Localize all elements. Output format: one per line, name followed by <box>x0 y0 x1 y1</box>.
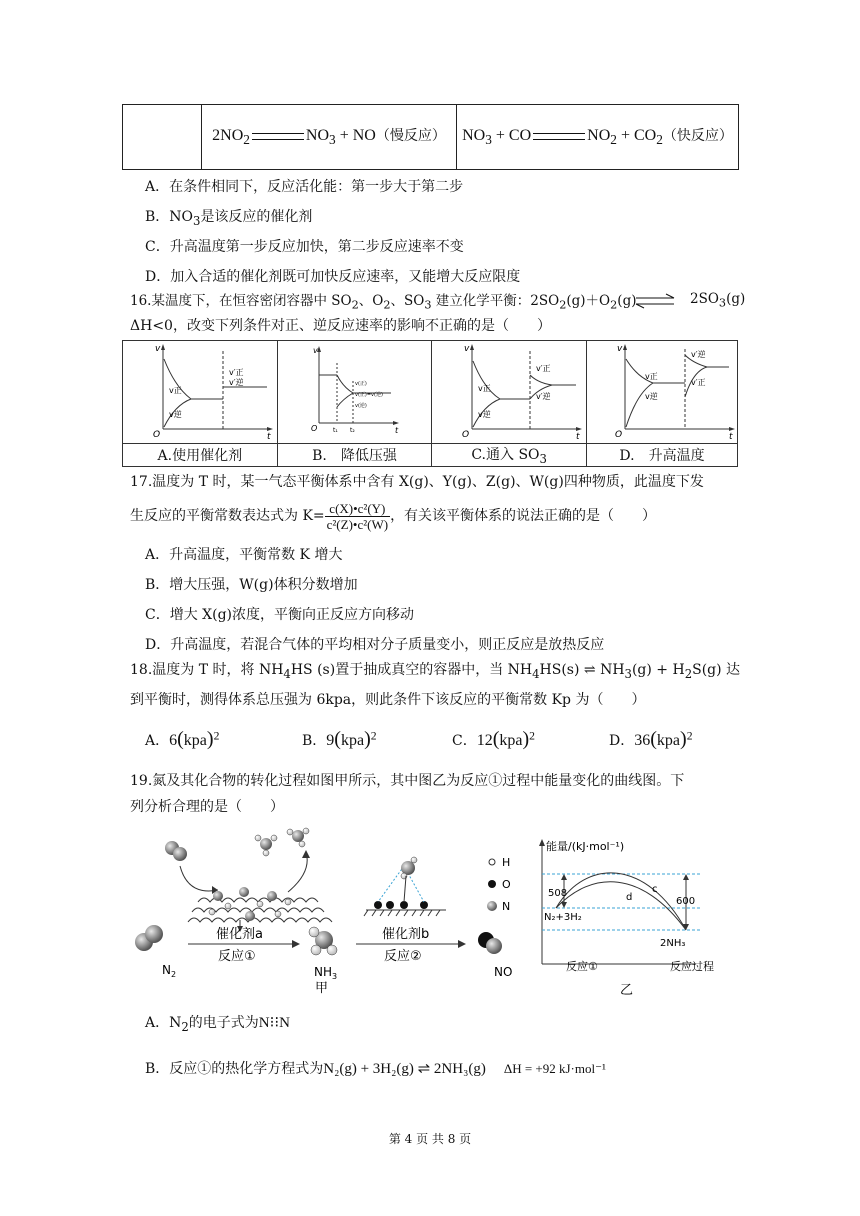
delta-h: ΔH = +92 kJ·mol⁻¹ <box>503 1061 606 1076</box>
q16-caption-a: A.使用催化剂 <box>123 444 278 467</box>
value-508: 508 <box>548 888 568 899</box>
q15-table-blank-cell <box>123 105 202 170</box>
label-t1: t₁ <box>333 427 339 434</box>
step2-product2: + CO <box>616 127 657 145</box>
figure-jia <box>128 826 538 998</box>
origin: O <box>462 430 470 439</box>
coef: 12 <box>476 732 493 749</box>
sub: 3 <box>424 298 432 312</box>
q16-stem-line2: ΔH<0，改变下列条件对正、逆反应速率的影响不正确的是（ ） <box>130 318 551 334</box>
figure-yi <box>536 836 736 998</box>
text: HS (s)置于抽成真空的容器中，当 NH <box>290 662 533 678</box>
label-reactants: N₂+3H₂ <box>544 912 582 923</box>
paren-right: ) <box>364 728 371 750</box>
axis-t: t <box>576 432 580 439</box>
origin: O <box>152 430 160 439</box>
exp: 2 <box>686 729 693 743</box>
rate-graph-a <box>125 341 275 439</box>
nh3-molecule-icon <box>255 828 309 856</box>
label-c: c <box>652 884 658 895</box>
origin: O <box>615 430 623 439</box>
label-reaction-2: 反应② <box>384 949 422 964</box>
no-n-atom-icon <box>486 938 502 954</box>
q15-option-a: A．在条件相同下，反应活化能：第一步大于第二步 <box>145 179 464 195</box>
unit: kpa <box>183 732 207 749</box>
label: C． <box>452 733 477 749</box>
label-catalyst-a: 催化剂a <box>216 927 263 942</box>
q16-stem-line1 <box>130 291 636 316</box>
label: D． <box>609 733 635 749</box>
text: B．反应①的热化学方程式为 <box>145 1061 324 1077</box>
caption-jia: 甲 <box>315 981 329 996</box>
text: 生反应的平衡常数表达式为 K= <box>130 508 325 524</box>
sub: 4 <box>532 666 540 681</box>
sub: 2 <box>684 666 693 681</box>
nh3-icon <box>309 927 337 955</box>
rate-graph-c <box>434 341 584 439</box>
q19-stem-line2: 列分析合理的是（ ） <box>130 799 284 815</box>
q17-stem-line2 <box>130 498 656 534</box>
coef: 9 <box>326 732 335 749</box>
sub: 2 <box>610 132 617 148</box>
q15-step1-cell <box>202 105 457 170</box>
label-reaction-1: 反应① <box>218 949 256 964</box>
label: A． <box>145 733 170 749</box>
caption-yi: 乙 <box>620 983 634 998</box>
page-footer: 第 4 页 共 8 页 <box>388 1132 472 1146</box>
text: 18.温度为 T 时，将 NH <box>130 662 284 678</box>
paren-left: ( <box>492 728 500 750</box>
paren-right: ) <box>206 728 214 750</box>
paren-right: ) <box>680 728 687 750</box>
sub: 2 <box>610 298 618 312</box>
legend-o: O <box>502 878 511 891</box>
rate-graph-b <box>279 341 429 439</box>
sub: 2 <box>351 298 359 312</box>
catalyst-surface-b <box>364 857 446 916</box>
axis-v: v <box>313 346 319 355</box>
step2-reactant: NO <box>462 127 486 145</box>
text: (g) <box>617 293 637 309</box>
reversible-arrow-icon <box>632 293 678 309</box>
q15-option-c: C．升高温度第一步反应加快，第二步反应速率不变 <box>145 239 464 255</box>
label-v-zheng: v正 <box>645 372 658 381</box>
legend-o-icon <box>488 880 496 888</box>
origin: O <box>311 424 318 433</box>
label-t2: t₂ <box>350 427 356 434</box>
text: 建立化学平衡：2SO <box>431 293 560 309</box>
q16-caption-c <box>432 444 587 467</box>
label-v-ni: v逆 <box>478 410 491 419</box>
q17-option-b: B．增大压强，W(g)体积分数增加 <box>145 577 358 593</box>
text: 2SO <box>690 291 719 307</box>
label-nh3: $NH_3$ <box>314 965 338 981</box>
label-n2: $N_2$ <box>162 963 177 979</box>
q16-graph-table <box>122 340 738 467</box>
unit: kpa <box>656 732 681 749</box>
axis-v: v <box>154 344 161 354</box>
exp: 2 <box>529 729 535 743</box>
step1-product: NO <box>305 127 330 145</box>
y-axis-label: 能量/(kJ·mol⁻¹) <box>546 840 625 853</box>
label-v-ni-prime: v′逆 <box>691 350 706 359</box>
n2-molecule-icon <box>145 925 163 943</box>
label-v-ni-prime: v′逆 <box>228 378 244 387</box>
q17-option-c: C．增大 X(g)浓度，平衡向正反应方向移动 <box>145 607 415 623</box>
step1-note: （慢反应） <box>375 128 446 145</box>
q17-option-d: D．升高温度，若混合气体的平均相对分子质量变小，则正反应是放热反应 <box>145 637 605 653</box>
legend-h: H <box>502 856 511 869</box>
n2-electron-formula: N⁝⁝N <box>258 1015 290 1031</box>
coef: 36 <box>634 732 651 749</box>
axis-v: v <box>464 344 470 354</box>
exp: 2 <box>370 729 377 743</box>
q18-stem-line2: 到平衡时，测得体系总压强为 6kpa，则此条件下该反应的平衡常数 Kp 为（ ） <box>130 692 646 708</box>
q16-caption-b: B. 降低压强 <box>277 444 432 467</box>
axis-v: v <box>617 344 623 354</box>
q17-stem-line1: 17.温度为 T 时，某一气态平衡体系中含有 X(g)、Y(g)、Z(g)、W(g)四种物质，此温度下发 <box>130 474 704 490</box>
q18-option-a <box>145 728 219 751</box>
k-denominator: c²(Z)•c²(W) <box>326 516 389 532</box>
equal-sign <box>252 133 304 140</box>
q16-graph-a <box>123 341 278 444</box>
step1-reactant: 2NO <box>212 127 244 145</box>
q15-option-b <box>145 207 312 231</box>
label-v-zheng-prime: v′正 <box>536 364 551 373</box>
q19-option-a <box>145 1013 290 1037</box>
text: B．NO <box>145 209 194 225</box>
sub: 2 <box>181 1019 189 1034</box>
label-b-eq: v(正)=v(逆) <box>355 392 384 398</box>
text: 、O <box>358 293 384 309</box>
q15-mechanism-table <box>122 104 739 170</box>
label: B． <box>302 733 327 749</box>
n2-atom-icon <box>173 847 187 861</box>
x-axis-label: 反应过程 <box>670 960 714 973</box>
label-d: d <box>626 892 633 903</box>
q16-graph-d <box>587 341 738 444</box>
sub: 3 <box>329 132 336 148</box>
sub: 4 <box>283 666 291 681</box>
paren-left: ( <box>334 728 341 750</box>
q18-option-c <box>452 728 535 751</box>
sub: 3 <box>193 213 201 228</box>
text: 的电子式为 <box>188 1015 259 1031</box>
unit: kpa <box>340 732 365 749</box>
label-v-zheng: v正 <box>168 386 182 395</box>
equal-sign <box>533 133 585 140</box>
q16-caption-d: D. 升高温度 <box>587 444 738 467</box>
text: ，有关该平衡体系的说法正确的是（ ） <box>390 508 657 524</box>
label-b-ni: v(逆) <box>355 403 368 409</box>
text: (g)＋O <box>566 293 611 309</box>
step2-reactant2: + CO <box>491 127 532 145</box>
legend-n-icon <box>487 901 497 911</box>
legend-n: N <box>502 900 511 913</box>
label-v-ni: v逆 <box>168 410 182 419</box>
text: 16.某温度下，在恒容密闭容器中 SO <box>130 293 352 309</box>
axis-t: t <box>266 432 271 439</box>
q16-graph-c <box>432 341 587 444</box>
label-b-zheng: v(正) <box>355 381 368 387</box>
rate-graph-d <box>587 341 737 439</box>
sub: 2 <box>656 132 663 148</box>
k-numerator: c(X)•c²(Y) <box>325 501 390 517</box>
step2-note: （快反应） <box>662 128 733 145</box>
q15-step2-cell <box>457 105 739 170</box>
q18-option-d <box>609 728 693 751</box>
sub: 2 <box>559 298 567 312</box>
q17-option-a: A．升高温度，平衡常数 K 增大 <box>145 547 343 563</box>
paren-left: ( <box>650 728 657 750</box>
sub: 3 <box>485 132 492 148</box>
sub: 3 <box>539 451 547 466</box>
paren-left: ( <box>177 728 184 750</box>
sub: 3 <box>624 666 632 681</box>
k-expression <box>325 501 390 532</box>
label-no: NO <box>494 965 513 979</box>
label-v-zheng-prime: v′正 <box>691 378 706 387</box>
text: HS(s) ⇌ NH <box>539 662 625 678</box>
q15-option-d: D．加入合适的催化剂既可加快反应速率，又能增大反应限度 <box>145 269 521 285</box>
text: (g) + H <box>631 662 685 678</box>
coef: 6 <box>169 732 178 749</box>
label-v-ni-prime: v′逆 <box>536 392 551 401</box>
legend-h-icon <box>489 859 495 865</box>
step2-product: NO <box>587 127 611 145</box>
text: C.通入 SO <box>471 447 540 463</box>
text: A．N <box>145 1015 182 1031</box>
text: (g) <box>726 291 746 307</box>
sub: 2 <box>383 298 391 312</box>
label-catalyst-b: 催化剂b <box>382 927 430 942</box>
text: S(g) 达 <box>692 662 741 678</box>
q19-stem-line1: 19.氮及其化合物的转化过程如图甲所示，其中图乙为反应①过程中能量变化的曲线图。下 <box>130 773 685 789</box>
q18-stem-line1 <box>130 660 740 684</box>
q19-option-b <box>145 1059 606 1079</box>
exp: 2 <box>213 729 220 743</box>
label-v-zheng-prime: v′正 <box>228 368 244 377</box>
value-600: 600 <box>676 896 696 907</box>
label-v-zheng: v正 <box>478 384 491 393</box>
paren-right: ) <box>522 728 530 750</box>
sub: 2 <box>243 132 250 148</box>
axis-t: t <box>729 432 733 439</box>
axis-t: t <box>395 426 399 435</box>
q16-graph-b <box>277 341 432 444</box>
text: 是该反应的催化剂 <box>200 209 313 225</box>
catalyst-surface-a <box>188 887 332 922</box>
sub: 3 <box>718 296 727 310</box>
text: 、SO <box>390 293 425 309</box>
label-v-ni: v逆 <box>645 392 658 401</box>
unit: kpa <box>499 732 523 749</box>
step1-product2: + NO <box>335 127 376 145</box>
q16-stem-product <box>690 291 745 310</box>
label-product: 2NH₃ <box>660 938 686 949</box>
thermochemical-equation: N₂(g) + 3H₂(g) ⇌ 2NH₃(g) <box>323 1061 486 1077</box>
x-tick-reaction1: 反应① <box>566 960 598 973</box>
q18-option-b <box>302 728 377 751</box>
